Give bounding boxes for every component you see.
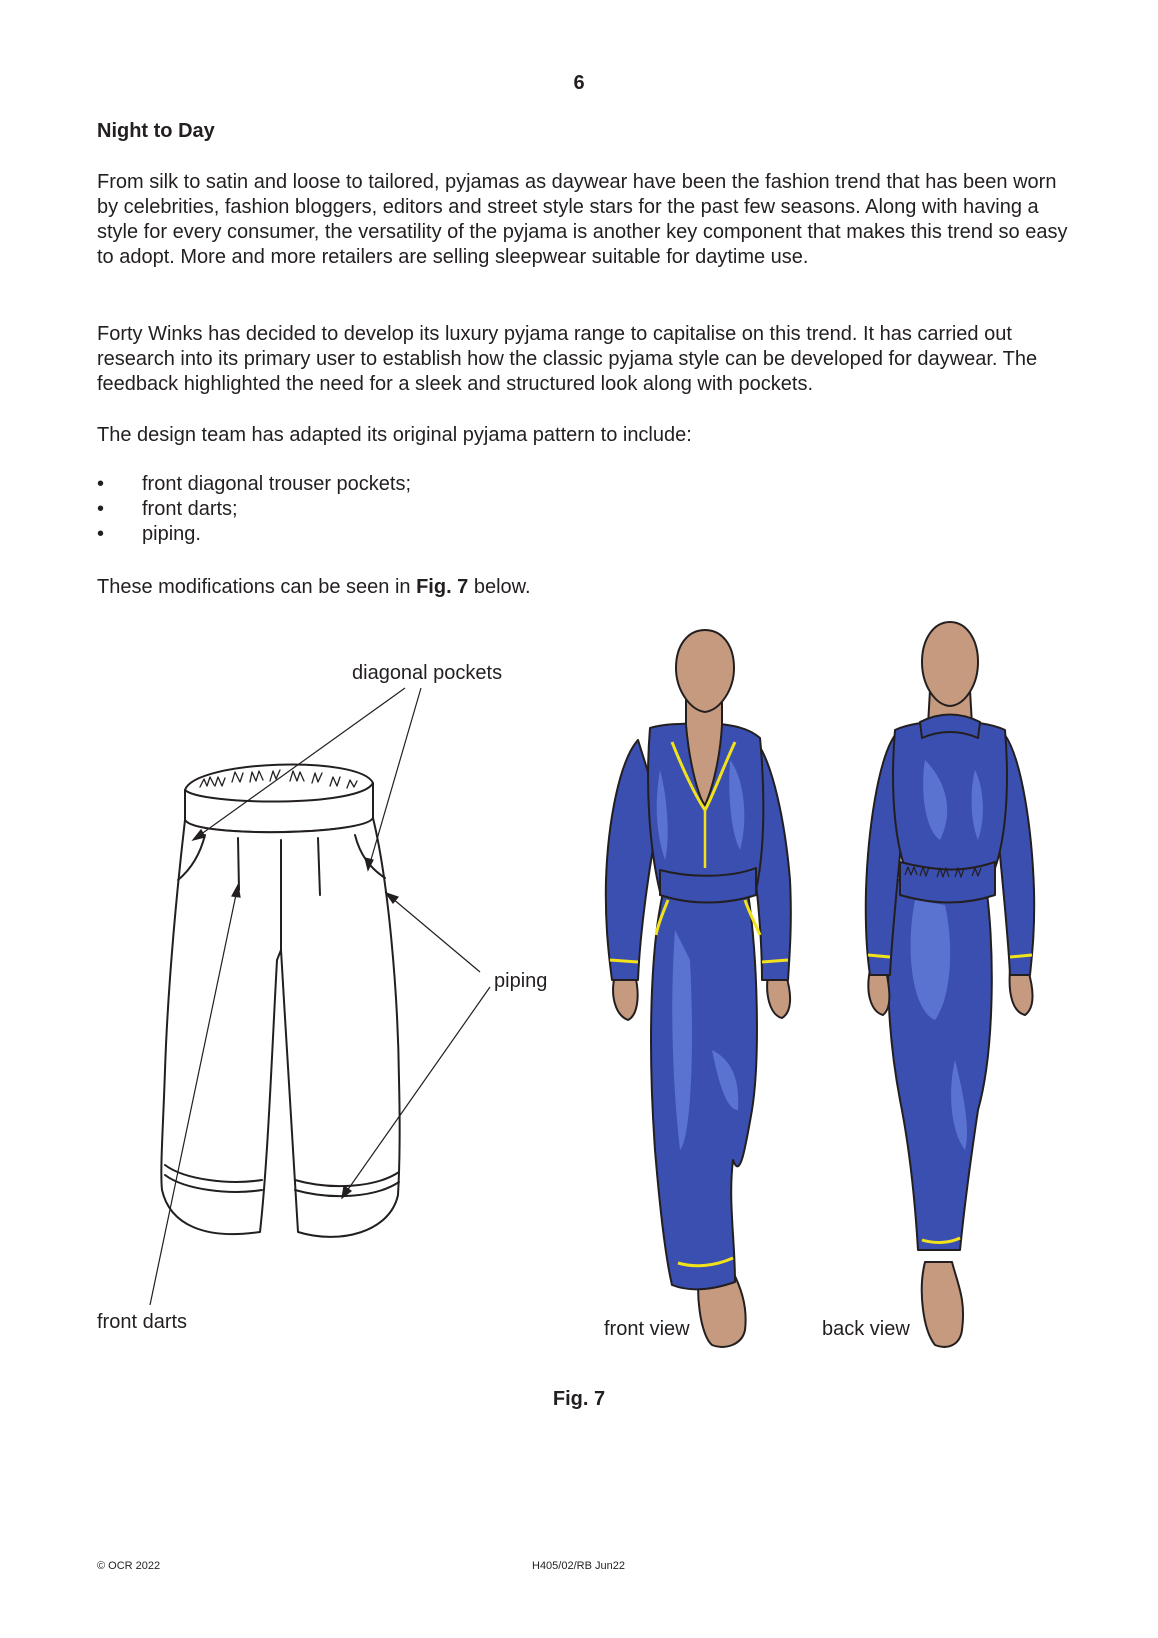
label-front-view: front view [604, 1318, 690, 1340]
front-view-figure [606, 630, 791, 1347]
label-back-view: back view [822, 1318, 910, 1340]
front-hand-right [767, 975, 790, 1018]
paragraph-intro: From silk to satin and loose to tailored, pyjamas as daywear have been the fashion trend that has been worn by celebrities, fashion bloggers, editors and street style stars for the past few seasons. Along with having a style for every consumer, the versatility of the pyjama is another key component that makes this trend so easy to adopt. More and more retailers are selling sleepwear suitable for daytime use. [97, 171, 1068, 268]
bullet-marker: • [97, 473, 105, 495]
left-dart [238, 838, 239, 890]
leader-piping-top [386, 893, 480, 972]
back-head [922, 622, 978, 706]
bullet-marker: • [97, 523, 105, 545]
front-hand-left [613, 975, 638, 1020]
label-diagonal-pockets: diagonal pockets [352, 662, 503, 684]
list-item-text: piping. [142, 523, 201, 545]
fig-ref-tail: below. [468, 576, 531, 598]
fig-ref-text: These modifications can be seen in [97, 576, 417, 598]
front-head [676, 630, 734, 712]
paragraph-forty-winks: Forty Winks has decided to develop its luxury pyjama range to capitalise on this trend. It has carried out research into its primary user to establish how the classic pyjama style can be developed for daywear. The feedback highlighted the need for a sleek and structured look along with pockets. [97, 323, 1038, 395]
list-item-text: front darts; [142, 498, 238, 520]
page-number: 6 [573, 72, 585, 94]
label-piping: piping [494, 970, 548, 992]
footer-code: H405/02/RB Jun22 [532, 1560, 625, 1572]
back-foot [922, 1262, 963, 1347]
section-title: Night to Day [97, 120, 215, 142]
back-hand-right [1010, 970, 1033, 1015]
paragraph-design-team: The design team has adapted its original pyjama pattern to include: [97, 424, 692, 446]
bullet-marker: • [97, 498, 105, 520]
front-trousers [651, 893, 757, 1289]
back-hand-left [868, 970, 889, 1015]
label-front-darts: front darts [97, 1311, 188, 1333]
footer-copyright: © OCR 2022 [97, 1560, 161, 1572]
back-shirt [893, 721, 1007, 873]
leader-pocket-right [368, 688, 421, 870]
list-item-text: front diagonal trouser pockets; [142, 473, 412, 495]
fig-ref-bold: Fig. 7 [416, 576, 469, 598]
back-view-figure [866, 622, 1034, 1347]
figure-caption: Fig. 7 [552, 1388, 606, 1410]
